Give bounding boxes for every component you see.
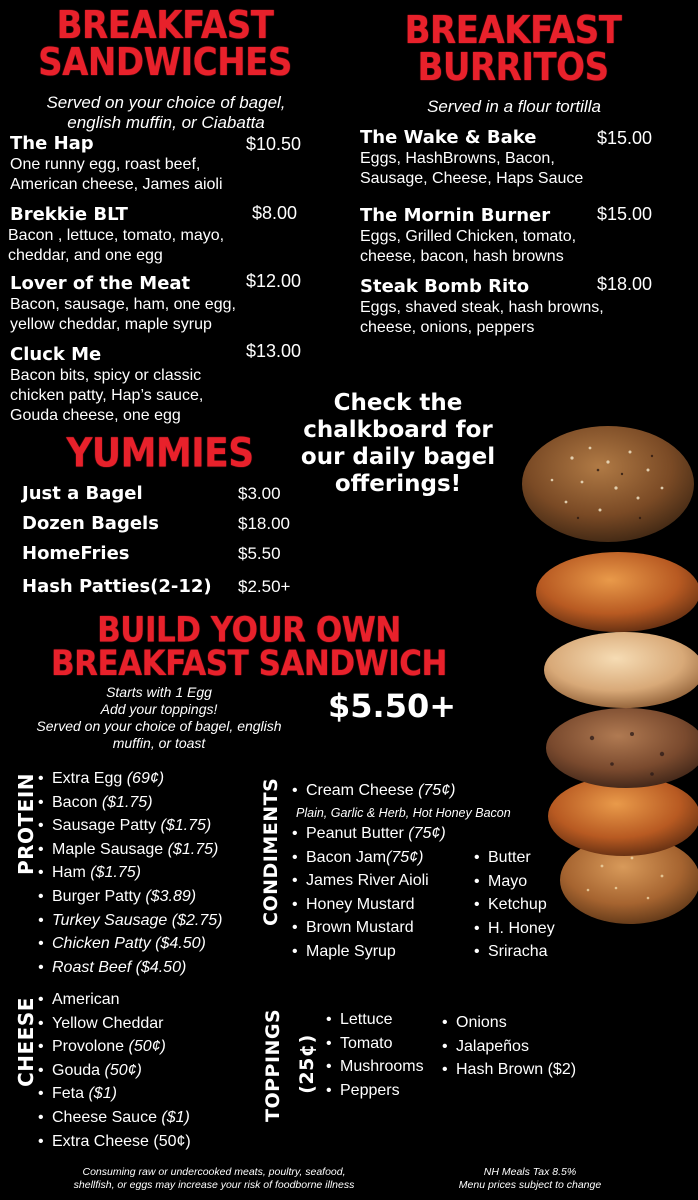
- item-price: $5.50: [238, 544, 281, 563]
- cream-cheese-flavors: Plain, Garlic & Herb, Hot Honey Bacon: [296, 806, 511, 820]
- item-description: cheese, bacon, hash browns: [360, 248, 564, 265]
- list-item: • Sausage Patty ($1.75): [38, 814, 222, 838]
- list-item: • Turkey Sausage ($2.75): [38, 909, 222, 933]
- food-safety-warning: [26, 1166, 402, 1192]
- menu-item-mornin-burner: [360, 205, 660, 267]
- protein-label: PROTEIN: [14, 772, 38, 876]
- warning-line: Consuming raw or undercooked meats, poultry, seafood,: [82, 1166, 346, 1178]
- item-name: Just a Bagel: [22, 483, 143, 504]
- list-item: • Roast Beef ($4.50): [38, 956, 222, 980]
- menu-item-just-a-bagel: [22, 481, 312, 509]
- item-name: The Wake & Bake: [360, 127, 537, 148]
- list-item: • Sriracha: [474, 940, 555, 964]
- list-item: • Cheese Sauce ($1): [38, 1106, 191, 1130]
- warning-line: shellfish, or eggs may increase your risk of foodborne illness: [73, 1179, 355, 1191]
- burritos-title-line1: BREAKFAST: [404, 8, 622, 54]
- sandwiches-subtitle: [8, 93, 324, 133]
- list-item: • Extra Egg (69¢): [38, 767, 222, 791]
- condiments-list-right: [474, 846, 555, 964]
- list-item: • Provolone (50¢): [38, 1035, 191, 1059]
- list-item: • Peppers: [326, 1079, 424, 1103]
- toppings-list-right: [442, 1011, 576, 1082]
- build-line: Add your toppings!: [100, 701, 218, 717]
- list-item: • Brown Mustard: [292, 916, 446, 940]
- item-price: $13.00: [246, 341, 302, 361]
- list-item: • Feta ($1): [38, 1082, 191, 1106]
- list-item: • Peanut Butter (75¢): [292, 822, 446, 846]
- list-item: • Lettuce: [326, 1008, 424, 1032]
- item-price: $10.50: [246, 134, 302, 154]
- item-price: $12.00: [246, 271, 302, 291]
- yummies-title: YUMMIES: [66, 430, 254, 477]
- item-price: $18.00: [238, 514, 290, 533]
- sandwiches-title-line2: SANDWICHES: [38, 40, 292, 86]
- condiments-label: CONDIMENTS: [260, 777, 282, 926]
- chalkboard-line: our daily bagel: [300, 444, 496, 470]
- list-item: • Gouda (50¢): [38, 1059, 191, 1083]
- item-description: American cheese, James aioli: [10, 176, 223, 193]
- item-description: cheese, onions, peppers: [360, 319, 535, 336]
- item-name: The Hap: [10, 133, 94, 154]
- list-item: • Extra Cheese (50¢): [38, 1130, 191, 1154]
- item-name: Lover of the Meat: [10, 273, 191, 294]
- sandwiches-subtitle-line1: Served on your choice of bagel,: [46, 93, 286, 112]
- menu-item-brekkie-blt: [10, 204, 310, 266]
- item-price: $18.00: [597, 274, 653, 294]
- list-item: • Maple Sausage ($1.75): [38, 838, 222, 862]
- list-item: • Cream Cheese (75¢): [292, 779, 455, 803]
- toppings-list-left: [326, 1008, 424, 1102]
- item-description: Eggs, shaved steak, hash browns,: [360, 299, 604, 316]
- list-item: • Honey Mustard: [292, 893, 446, 917]
- list-item: • Ham ($1.75): [38, 861, 222, 885]
- list-item: • Butter: [474, 846, 555, 870]
- list-item: • Chicken Patty ($4.50): [38, 932, 222, 956]
- item-price: $2.50+: [238, 577, 291, 596]
- menu-item-hash-patties: [22, 574, 312, 602]
- cheese-label: CHEESE: [14, 997, 38, 1087]
- condiments-list-left: [292, 822, 446, 964]
- chalkboard-line: chalkboard for: [303, 417, 493, 443]
- toppings-label: TOPPINGS: [262, 1008, 284, 1122]
- build-price: $5.50+: [328, 687, 457, 725]
- toppings-price-label: (25¢): [296, 1034, 318, 1094]
- list-item: • H. Honey: [474, 917, 555, 941]
- menu-item-steak-bomb-rito: [360, 276, 660, 338]
- item-price: $15.00: [597, 204, 653, 224]
- item-name: Steak Bomb Rito: [360, 276, 530, 297]
- sandwiches-title: [20, 3, 310, 86]
- list-item: • Mayo: [474, 870, 555, 894]
- condiments-cream-cheese: [292, 779, 455, 803]
- item-description: Bacon, sausage, ham, one egg,: [10, 296, 236, 313]
- list-item: • American: [38, 988, 191, 1012]
- build-title-line1: BUILD YOUR OWN: [97, 609, 401, 651]
- item-price: $15.00: [597, 128, 653, 148]
- item-name: Dozen Bagels: [22, 513, 159, 534]
- list-item: • Bacon ($1.75): [38, 791, 222, 815]
- burritos-title-line2: BURRITOS: [417, 45, 609, 91]
- build-line: Served on your choice of bagel, english: [36, 718, 282, 734]
- burritos-title: [382, 8, 644, 91]
- tax-line: Menu prices subject to change: [458, 1179, 602, 1191]
- item-description: One runny egg, roast beef,: [10, 156, 201, 173]
- cheese-list: [38, 988, 191, 1153]
- list-item: • James River Aioli: [292, 869, 446, 893]
- menu-item-lover-of-the-meat: [10, 273, 310, 335]
- sandwiches-title-line1: BREAKFAST: [56, 3, 274, 49]
- build-title-line2: BREAKFAST SANDWICH: [51, 644, 447, 685]
- list-item: • Mushrooms: [326, 1055, 424, 1079]
- list-item: • Hash Brown ($2): [442, 1058, 576, 1082]
- item-description: Eggs, HashBrowns, Bacon,: [360, 150, 555, 167]
- tax-note: [430, 1166, 630, 1192]
- build-line: muffin, or toast: [112, 735, 206, 751]
- item-description: Eggs, Grilled Chicken, tomato,: [360, 228, 577, 245]
- menu-item-the-hap: [10, 133, 310, 195]
- list-item: • Tomato: [326, 1032, 424, 1056]
- item-description: chicken patty, Hap’s sauce,: [10, 387, 204, 404]
- list-item: • Jalapeños: [442, 1035, 576, 1059]
- item-price: $8.00: [252, 203, 298, 223]
- list-item: • Yellow Cheddar: [38, 1012, 191, 1036]
- menu-item-cluck-me: [10, 341, 310, 426]
- chalkboard-line: Check the: [333, 390, 463, 416]
- menu-item-homefries: [22, 541, 312, 569]
- chalkboard-note: [282, 390, 514, 498]
- item-description: Bacon bits, spicy or classic: [10, 367, 202, 384]
- list-item: • Burger Patty ($3.89): [38, 885, 222, 909]
- build-description: [8, 684, 310, 752]
- item-name: Hash Patties(2-12): [22, 576, 212, 597]
- protein-list: [38, 767, 222, 979]
- burritos-subtitle: Served in a flour tortilla: [427, 97, 601, 116]
- item-description: Gouda cheese, one egg: [10, 407, 181, 424]
- item-price: $3.00: [238, 484, 281, 503]
- menu-item-wake-and-bake: [360, 127, 660, 189]
- item-name: Cluck Me: [10, 344, 102, 365]
- item-description: Bacon , lettuce, tomato, mayo,: [8, 227, 225, 244]
- list-item: • Ketchup: [474, 893, 555, 917]
- list-item: • Maple Syrup: [292, 940, 446, 964]
- tax-line: NH Meals Tax 8.5%: [483, 1166, 577, 1178]
- chalkboard-line: offerings!: [334, 471, 462, 497]
- item-description: yellow cheddar, maple syrup: [10, 316, 212, 333]
- item-description: Sausage, Cheese, Haps Sauce: [360, 170, 584, 187]
- item-name: HomeFries: [22, 543, 130, 564]
- list-item: • Onions: [442, 1011, 576, 1035]
- list-item: • Bacon Jam(75¢): [292, 846, 446, 870]
- sandwiches-subtitle-line2: english muffin, or Ciabatta: [67, 113, 265, 132]
- build-title: [24, 609, 474, 685]
- build-line: Starts with 1 Egg: [106, 684, 212, 700]
- item-name: The Mornin Burner: [360, 205, 551, 226]
- item-name: Brekkie BLT: [10, 204, 128, 225]
- menu-item-dozen-bagels: [22, 511, 312, 539]
- item-description: cheddar, and one egg: [8, 247, 163, 264]
